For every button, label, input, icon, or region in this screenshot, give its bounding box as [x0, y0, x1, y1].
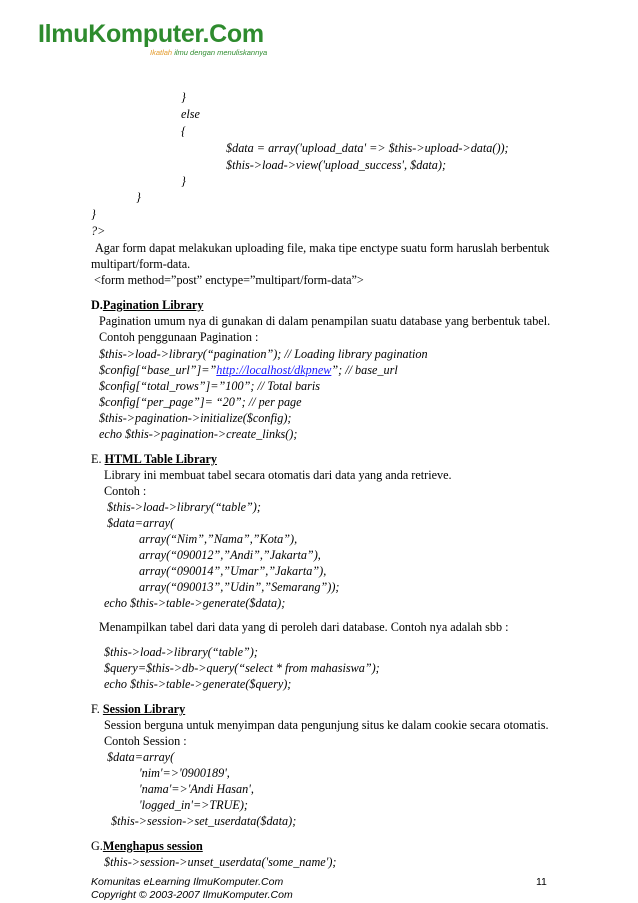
site-tagline [150, 48, 267, 57]
code-line [99, 363, 398, 378]
code-text: $config[“base_url”]=” [99, 363, 217, 377]
footer-community: Komunitas eLearning IlmuKomputer.Com [91, 876, 284, 888]
section-heading-f [91, 702, 185, 717]
code-line: $this->session->unset_userdata('some_name'); [104, 855, 337, 869]
code-line: echo $this->table->generate($data); [104, 596, 286, 610]
code-line: $data=array( [107, 516, 175, 530]
code-line: } [91, 207, 96, 221]
tagline-part1: Ikatlah [150, 48, 175, 57]
section-heading-e [91, 452, 217, 467]
code-line: $this->load->view('upload_success', $data); [226, 158, 447, 172]
site-logo: IlmuKomputer.Com [38, 20, 264, 48]
code-line: $query=$this->db->query(“select * from mahasiswa”); [104, 661, 380, 675]
paragraph-line: Pagination umum nya di gunakan di dalam penampilan suatu database yang berbentuk tabel. [99, 314, 551, 328]
code-line: $this->load->library(“pagination”); // Loading library pagination [99, 347, 428, 361]
section-title: HTML Table Library [104, 452, 217, 466]
paragraph-line: <form method=”post” enctype=”multipart/form-data”> [94, 273, 364, 287]
base-url-link[interactable]: http://localhost/dkpnew [216, 363, 332, 377]
code-line: $this->load->library(“table”); [107, 500, 261, 514]
section-prefix: G. [91, 839, 103, 853]
paragraph-line: Contoh : [104, 484, 147, 498]
section-title: Pagination Library [102, 298, 204, 312]
code-line: 'nim'=>'0900189', [139, 766, 230, 780]
paragraph-line: Agar form dapat melakukan uploading file, maka tipe enctype suatu form haruslah berbentuk [95, 241, 550, 255]
code-line: $config[“per_page”]= “20”; // per page [99, 395, 302, 409]
code-line: $config[“total_rows”]=”100”; // Total baris [99, 379, 321, 393]
page-number: 11 [536, 876, 547, 888]
paragraph-line: Contoh Session : [104, 734, 187, 748]
code-line: echo $this->table->generate($query); [104, 677, 292, 691]
section-heading-d [91, 298, 203, 313]
code-line: $this->load->library(“table”); [104, 645, 258, 659]
paragraph-line: Menampilkan tabel dari data yang di peroleh dari database. Contoh nya adalah sbb : [99, 620, 509, 634]
paragraph-line: multipart/form-data. [91, 257, 191, 271]
paragraph-line: Session berguna untuk menyimpan data pengunjung situs ke dalam cookie secara otomatis. [104, 718, 549, 732]
code-line: array(“090012”,”Andi”,”Jakarta”), [139, 548, 321, 562]
code-line: $this->session->set_userdata($data); [111, 814, 297, 828]
paragraph-line: Contoh penggunaan Pagination : [99, 330, 259, 344]
code-line: $this->pagination->initialize($config); [99, 411, 292, 425]
code-line: } [136, 190, 141, 204]
section-title: Menghapus session [102, 839, 203, 853]
code-line: 'nama'=>'Andi Hasan', [139, 782, 254, 796]
code-line: ?> [91, 224, 106, 238]
code-line: array(“090013”,”Udin”,”Semarang”)); [139, 580, 340, 594]
code-line: echo $this->pagination->create_links(); [99, 427, 298, 441]
section-heading-g [91, 839, 203, 854]
tagline-part2: ilmu dengan menuliskannya [174, 48, 268, 57]
section-prefix: F. [91, 702, 103, 716]
paragraph-line: Library ini membuat tabel secara otomatis dari data yang anda retrieve. [104, 468, 452, 482]
code-line: else [181, 107, 200, 121]
section-prefix: E. [91, 452, 105, 466]
code-line: { [181, 124, 186, 138]
code-line: } [181, 90, 186, 104]
code-line: } [181, 174, 186, 188]
section-prefix: D. [91, 298, 103, 312]
code-line: array(“090014”,”Umar”,”Jakarta”), [139, 564, 327, 578]
code-line: $data=array( [107, 750, 175, 764]
code-line: 'logged_in'=>TRUE); [139, 798, 248, 812]
code-line: array(“Nim”,”Nama”,”Kota”), [139, 532, 298, 546]
section-title: Session Library [102, 702, 186, 716]
code-line: $data = array('upload_data' => $this->upload->data()); [226, 141, 509, 155]
footer-copyright: Copyright © 2003-2007 IlmuKomputer.Com [91, 889, 293, 901]
code-text: ”; // base_url [331, 363, 398, 377]
